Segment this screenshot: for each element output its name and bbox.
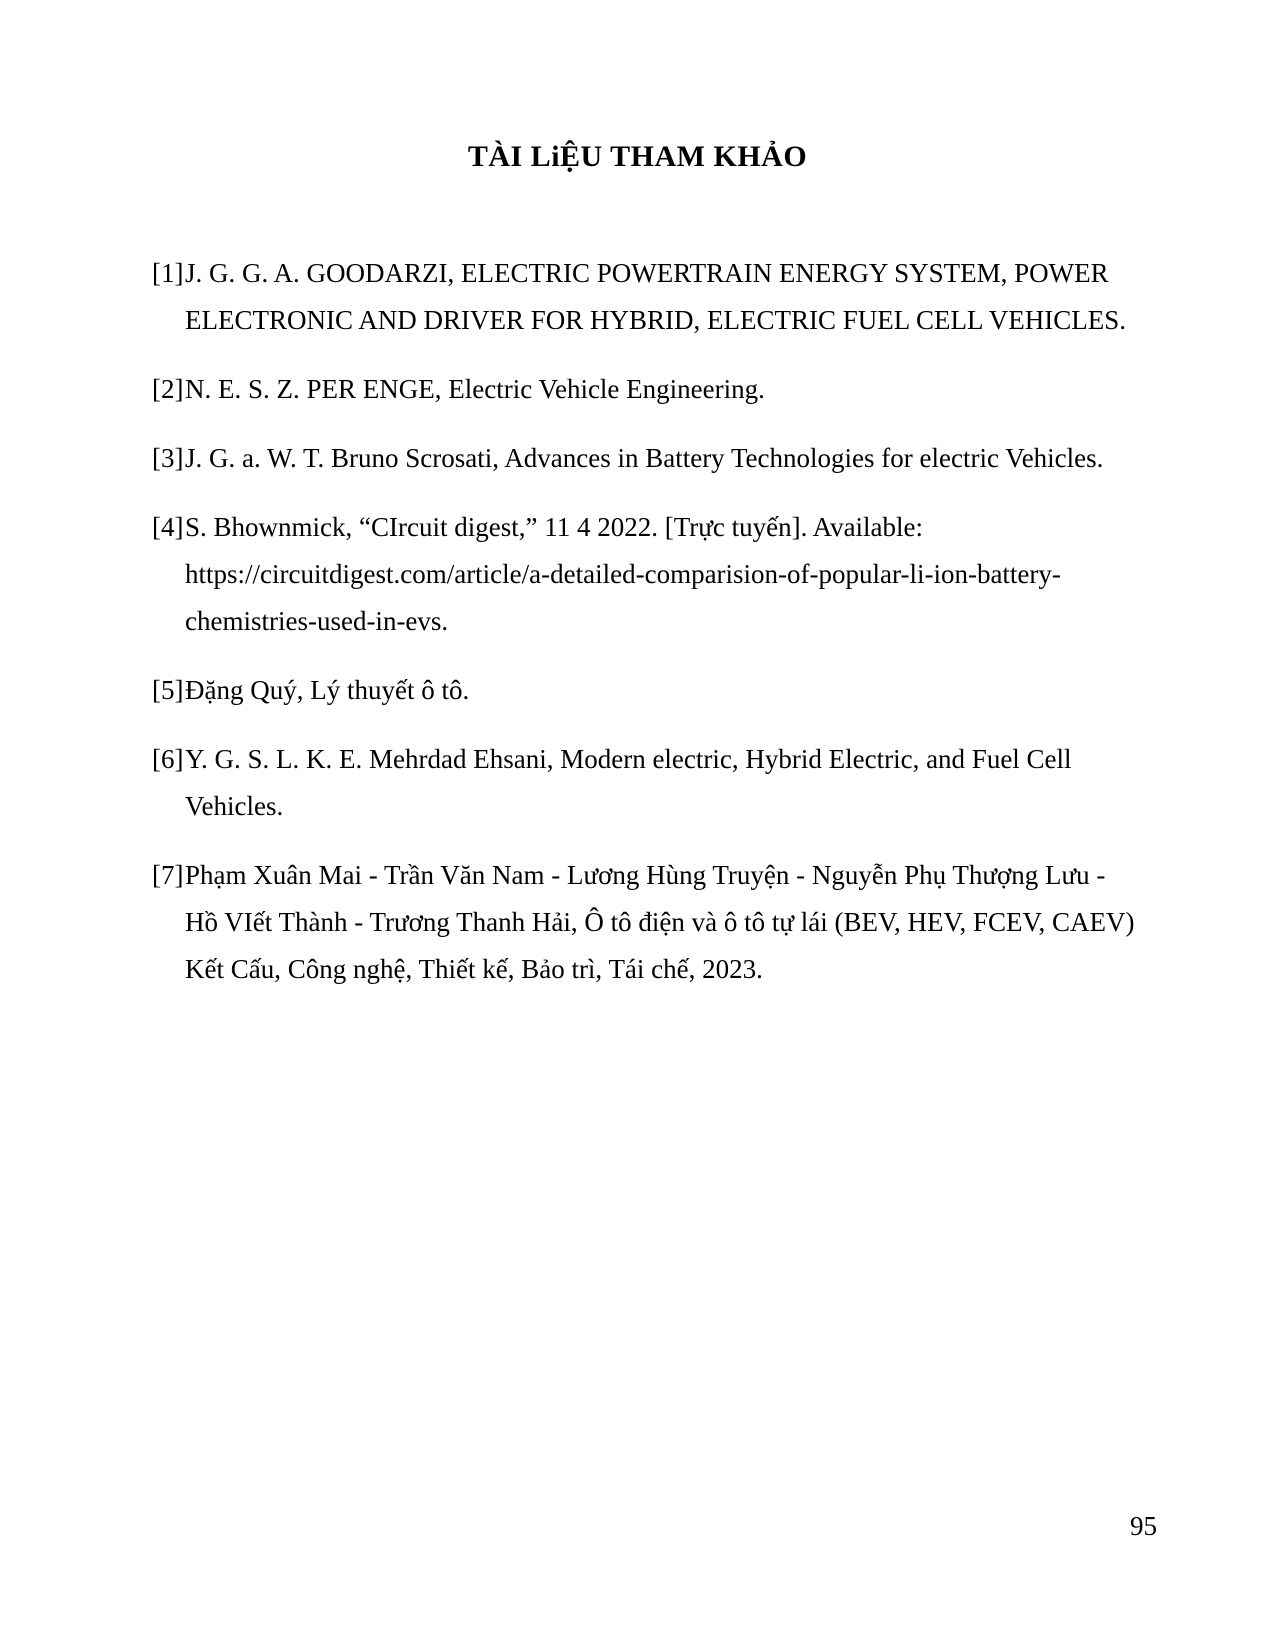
reference-text: J. G. a. W. T. Bruno Scrosati, Advances in Battery Technologies for electric Vehicles. [185,443,1104,473]
reference-list [152,250,1137,993]
reference-number: [2] [152,374,184,404]
reference-item [152,852,1137,993]
reference-item [152,667,1137,714]
reference-item [152,435,1137,482]
reference-number: [4] [152,512,184,542]
page-number: 95 [1130,1511,1157,1541]
reference-item [152,250,1137,344]
reference-text: Phạm Xuân Mai - Trần Văn Nam - Lương Hùng Truyện - Nguyễn Phụ Thượng Lưu - Hồ VIết Thành - Trương Thanh Hải, Ô tô điện và ô tô tự lái (BEV, HEV, FCEV, CAEV) Kết Cấu, Công nghệ, Thiết kế, Bảo trì, Tái chế, 2023. [185,860,1135,984]
reference-number: [5] [152,675,184,705]
reference-number: [3] [152,443,184,473]
reference-number: [7] [152,860,184,890]
reference-text: S. Bhownmick, “CIrcuit digest,” 11 4 2022. [Trực tuyến]. Available: https://circuitdigest.com/article/a-detailed-comparision-of-popular-li-ion-battery-chemistries-used-in-evs. [185,512,1061,636]
reference-number: [6] [152,744,184,774]
reference-text: Đặng Quý, Lý thuyết ô tô. [185,675,470,705]
reference-text: J. G. G. A. GOODARZI, ELECTRIC POWERTRAIN ENERGY SYSTEM, POWER ELECTRONIC AND DRIVER FOR HYBRID, ELECTRIC FUEL CELL VEHICLES. [185,258,1126,335]
reference-number: [1] [152,258,184,288]
reference-item [152,504,1137,645]
reference-text: Y. G. S. L. K. E. Mehrdad Ehsani, Modern electric, Hybrid Electric, and Fuel Cell Vehicles. [185,744,1072,821]
reference-item [152,736,1137,830]
reference-item [152,366,1137,413]
page-title: TÀI LiỆU THAM KHẢO [467,140,808,173]
reference-text: N. E. S. Z. PER ENGE, Electric Vehicle Engineering. [185,374,765,404]
